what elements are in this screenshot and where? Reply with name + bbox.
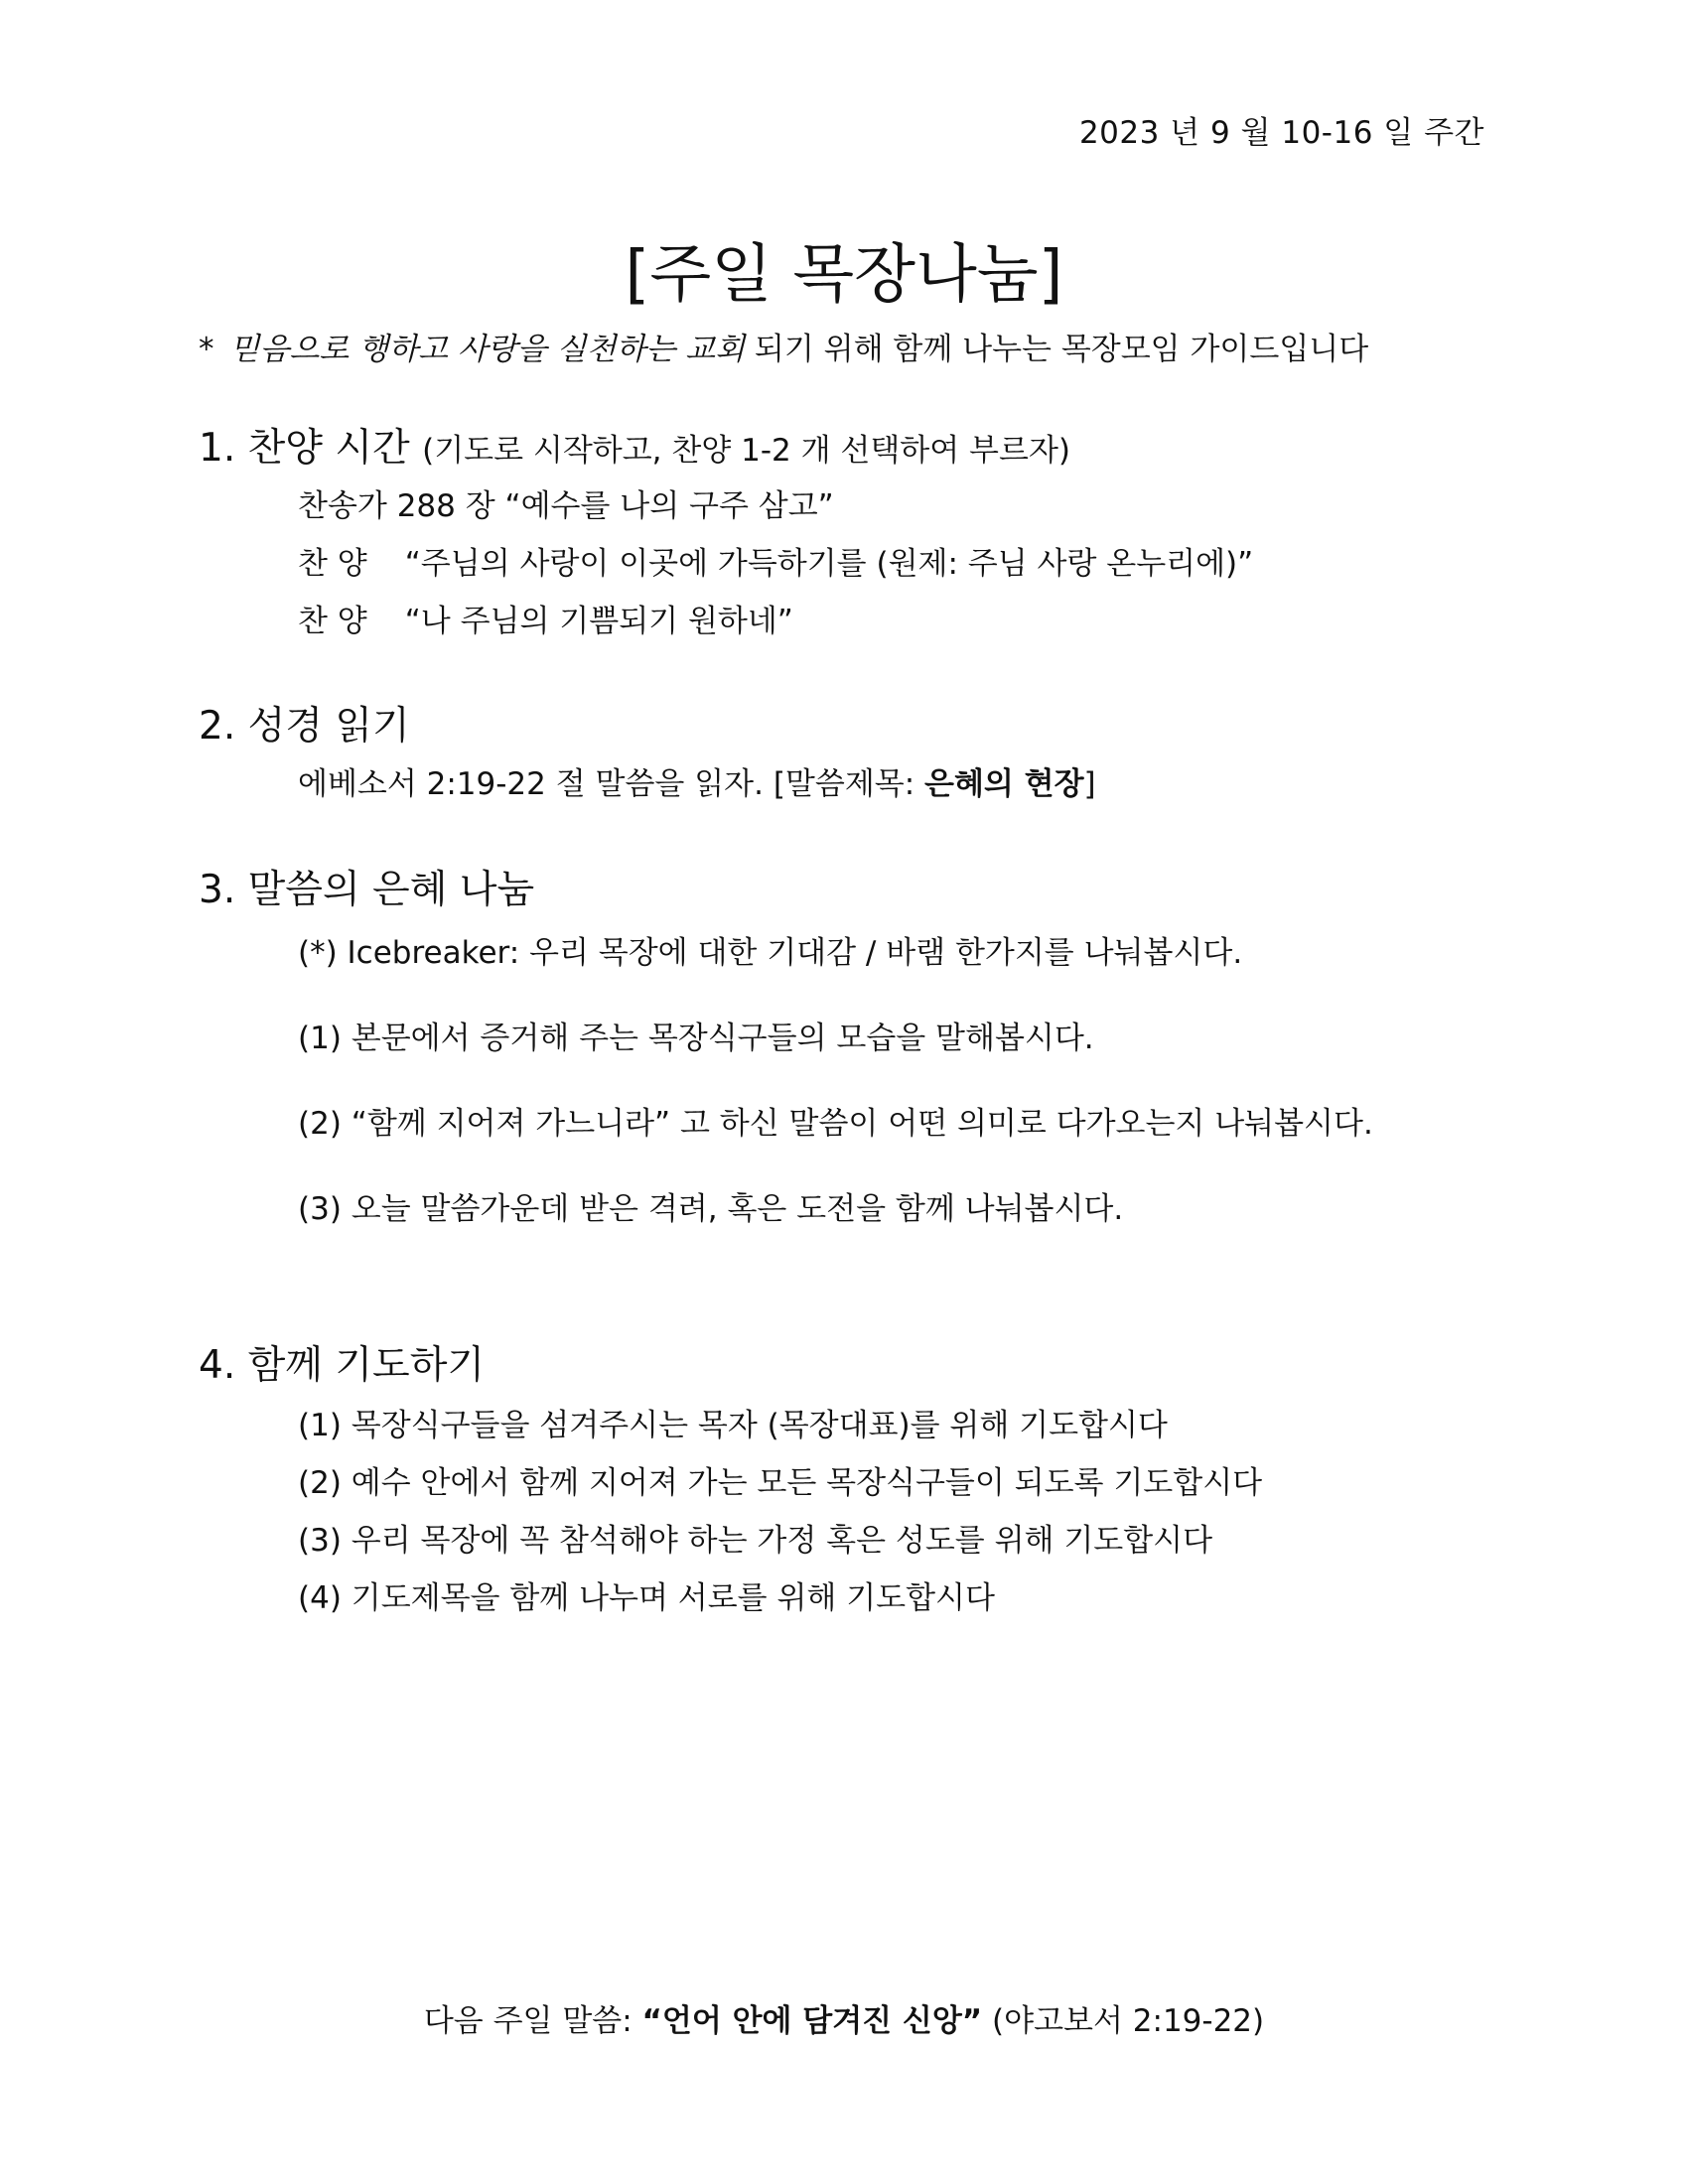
sermon-title: 은혜의 현장	[924, 766, 1084, 802]
church-motto: 믿음으로 행하고 사랑을 실천하는 교회	[229, 332, 746, 367]
page-title: [주일 목장나눔]	[625, 238, 1063, 312]
prayer-item: (2) 예수 안에서 함께 지어져 가는 모든 목장식구들이 되도록 기도합시다	[298, 1465, 1263, 1501]
praise-item	[298, 480, 834, 525]
section-title: 1. 찬양 시간	[199, 426, 410, 471]
section-note: (기도로 시작하고, 찬양 1-2 개 선택하여 부르자)	[422, 433, 1070, 469]
sharing-question: (3) 오늘 말씀가운데 받은 격려, 혹은 도전을 함께 나눠봅시다.	[298, 1191, 1124, 1227]
subtitle-star: *	[199, 332, 214, 367]
praise-item	[298, 538, 1253, 583]
icebreaker-question: (*) Icebreaker: 우리 목장에 대한 기대감 / 바램 한가지를 나눠봅시다.	[298, 935, 1243, 971]
reading-text: 에베소서 2:19-22 절 말씀을 읽자. [말씀제목:	[298, 766, 925, 802]
section-heading	[199, 417, 1070, 473]
praise-song: “예수를 나의 구주 삼고”	[504, 488, 834, 524]
next-sermon-reference: (야고보서 2:19-22)	[982, 2003, 1265, 2039]
section-title: 4. 함께 기도하기	[199, 1343, 486, 1388]
praise-label: 찬 양	[298, 604, 367, 639]
section-title: 2. 성경 읽기	[199, 704, 410, 749]
sharing-question: (2) “함께 지어져 가느니라” 고 하신 말씀이 어떤 의미로 다가오는지 나눠봅시다.	[298, 1106, 1373, 1142]
praise-label: 찬송가 288 장	[298, 488, 495, 524]
section-sharing	[199, 859, 534, 914]
prayer-item: (4) 기도제목을 함께 나누며 서로를 위해 기도합시다	[298, 1580, 995, 1616]
praise-label: 찬 양	[298, 546, 367, 582]
reading-item	[298, 758, 1096, 803]
praise-item	[298, 596, 793, 640]
section-title: 3. 말씀의 은혜 나눔	[199, 868, 535, 912]
praise-song: “주님의 사랑이 이곳에 가득하기를 (원제: 주님 사랑 온누리에)”	[404, 546, 1254, 582]
subtitle-text: 되기 위해 함께 나누는 목장모임 가이드입니다	[745, 332, 1369, 367]
bracket-close: ]	[1083, 766, 1096, 802]
subtitle	[199, 324, 1368, 368]
praise-song: “나 주님의 기쁨되기 원하네”	[404, 604, 793, 639]
section-bible-reading	[199, 695, 410, 751]
prayer-item: (1) 목장식구들을 섬겨주시는 목자 (목장대표)를 위해 기도합시다	[298, 1408, 1168, 1443]
section-prayer	[199, 1334, 485, 1390]
next-sermon	[0, 1995, 1688, 2040]
next-sermon-title: “언어 안에 담겨진 신앙”	[641, 2003, 983, 2039]
prayer-item: (3) 우리 목장에 꼭 참석해야 하는 가정 혹은 성도를 위해 기도합시다	[298, 1523, 1213, 1559]
section-praise	[199, 417, 1070, 473]
next-sermon-prefix: 다음 주일 말씀:	[423, 2003, 642, 2039]
week-date: 2023 년 9 월 10-16 일 주간	[1078, 115, 1484, 151]
sharing-question: (1) 본문에서 증거해 주는 목장식구들의 모습을 말해봅시다.	[298, 1021, 1094, 1056]
